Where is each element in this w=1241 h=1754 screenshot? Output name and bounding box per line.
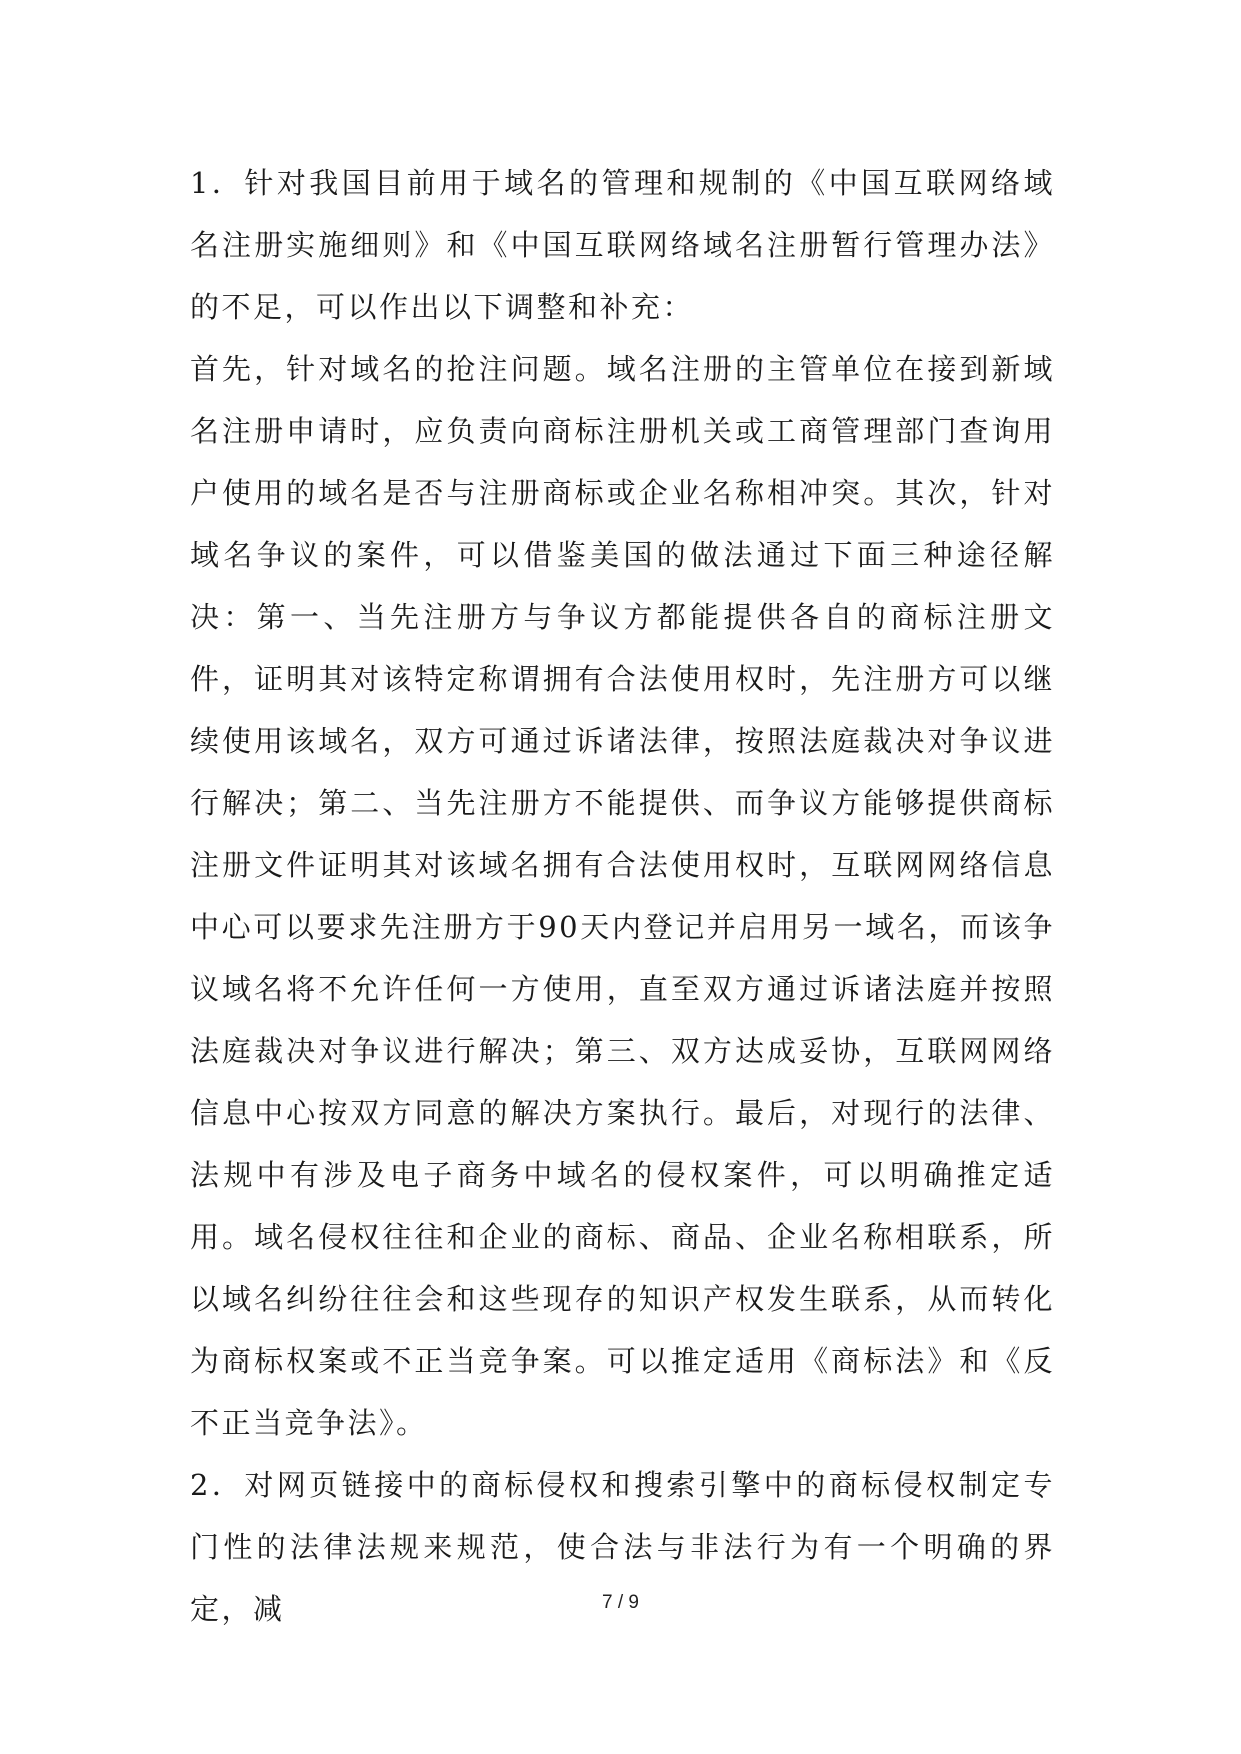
page-number: 7 / 9: [602, 1592, 639, 1613]
paragraph-3: 2．对网页链接中的商标侵权和搜索引擎中的商标侵权制定专门性的法律法规来规范，使合法与非法行为有一个明确的界定，减: [190, 1468, 1055, 1626]
document-body: [190, 152, 1055, 1640]
paragraph-1: 1．针对我国目前用于域名的管理和规制的《中国互联网络域名注册实施细则》和《中国互联网络域名注册暂行管理办法》的不足，可以作出以下调整和补充：: [190, 166, 1055, 324]
paragraph-2: 首先，针对域名的抢注问题。域名注册的主管单位在接到新域名注册申请时，应负责向商标注册机关或工商管理部门查询用户使用的域名是否与注册商标或企业名称相冲突。其次，针对域名争议的案件，可以借鉴美国的做法通过下面三种途径解决：第一、当先注册方与争议方都能提供各自的商标注册文件，证明其对该特定称谓拥有合法使用权时，先注册方可以继续使用该域名，双方可通过诉诸法律，按照法庭裁决对争议进行解决；第二、当先注册方不能提供、而争议方能够提供商标注册文件证明其对该域名拥有合法使用权时，互联网网络信息中心可以要求先注册方于90天内登记并启用另一域名，而该争议域名将不允许任何一方使用，直至双方通过诉诸法庭并按照法庭裁决对争议进行解决；第三、双方达成妥协，互联网网络信息中心按双方同意的解决方案执行。最后，对现行的法律、法规中有涉及电子商务中域名的侵权案件，可以明确推定适用。域名侵权往往和企业的商标、商品、企业名称相联系，所以域名纠纷往往会和这些现存的知识产权发生联系，从而转化为商标权案或不正当竞争案。可以推定适用《商标法》和《反不正当竞争法》。: [190, 352, 1055, 1440]
